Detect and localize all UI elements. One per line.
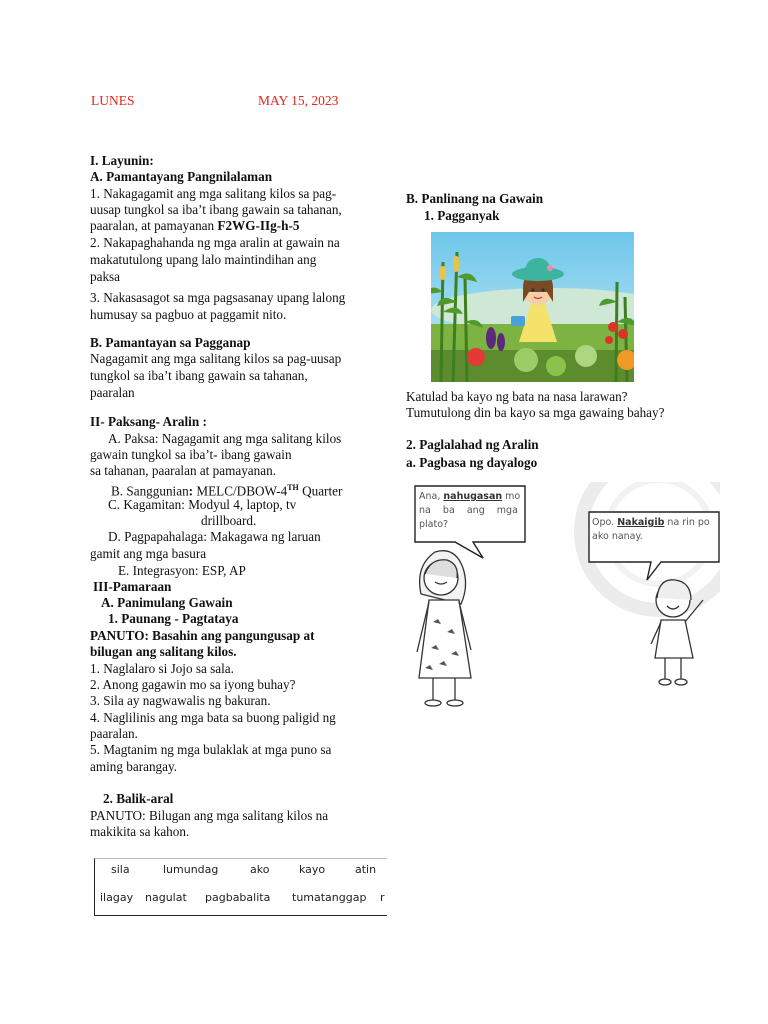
list-item: 3. Sila ay nagwawalis ng bakuran. [90,693,271,708]
heading-paunang-pagtataya: 1. Paunang - Pagtataya [108,611,239,626]
text-span: : [188,483,194,499]
text-line: sa tahanan, paaralan at pamayanan. [90,463,276,478]
text-line: gawain tungkol sa iba’t- ibang gawain [90,447,292,462]
text-line: makatutulong upang lalo maintindihan ang [90,252,317,267]
text-line: 1. Nakagagamit ang mga salitang kilos sa pag- [90,186,337,201]
instruction-line: bilugan ang salitang kilos. [90,644,237,659]
text-line: humusay sa pagbuo at paggamit nito. [90,307,287,322]
list-item: aming barangay. [90,759,178,774]
text-line: tungkol sa iba’t ibang gawain sa tahanan, [90,368,308,383]
list-item: 2. Anong gagawin mo sa iyong buhay? [90,677,296,692]
heading-balik-aral: 2. Balik-aral [103,791,174,806]
section-layunin: I. Layunin: [90,153,154,168]
instruction-line: PANUTO: Basahin ang pangungusap at [90,628,315,643]
question-line: Tumutulong din ba kayo sa mga gawaing bahay? [406,405,665,420]
heading-paglalahad: 2. Paglalahad ng Aralin [406,437,539,452]
heading-panlinang-na-gawain: B. Panlinang na Gawain [406,191,544,206]
keyword-nahugasan: nahugasan [443,491,503,502]
bubble-span: Opo. [592,517,618,528]
section-pamaraan: III-Pamaraan [93,579,172,594]
text-line: D. Pagpapahalaga: Makagawa ng laruan [108,529,321,544]
bubble-span: mo [502,491,521,502]
heading-pagganyak: 1. Pagganyak [424,208,500,223]
garden-scene-icon [431,232,634,382]
instruction-line: makikita sa kahon. [90,824,190,839]
garden-girl-illustration [431,232,634,382]
word-item: ilagay [100,891,134,904]
list-item: 4. Naglilinis ang mga bata sa buong paligid ng [90,710,336,725]
instruction-line: PANUTO: Bilugan ang mga salitang kilos na [90,808,329,823]
bubble-ana [419,490,523,532]
word-item: r [380,891,385,904]
dialogue-illustration [411,482,720,710]
word-item: lumundag [163,863,219,876]
text-line: 2. Nakapaghahanda ng mga aralin at gawain na [90,235,340,250]
text-span: Quarter [298,483,343,499]
heading-pamantayang-pangnilalaman: A. Pamantayang Pangnilalaman [90,169,273,184]
bubble-line [419,490,523,504]
word-item: tumatanggap [292,891,367,904]
text-line [90,218,299,234]
text-line: C. Kagamitan: Modyul 4, laptop, tv [108,497,297,512]
date-label: MAY 15, 2023 [258,93,339,108]
keyword-nakaigib: Nakaigib [617,517,665,528]
heading-pamantayan-sa-pagganap: B. Pamantayan sa Pagganap [90,335,251,350]
heading-pagbasa-dayalogo: a. Pagbasa ng dayalogo [406,455,538,470]
word-item: sila [111,863,130,876]
text-line: A. Paksa: Nagagamit ang mga salitang kilos [108,431,342,446]
text-line: gamit ang mga basura [90,546,207,561]
word-item: kayo [299,863,326,876]
bubble-reply [592,516,717,544]
bubble-line: ako nanay. [592,531,643,542]
word-item: ako [250,863,270,876]
text-line: 3. Nakasasagot sa mga pagsasanay upang lalong [90,290,346,305]
text-line: paksa [90,269,121,284]
text-line: paaralan [90,385,135,400]
text-span: MELC/DBOW-4 [193,483,288,499]
text-line: E. Integrasyon: ESP, AP [118,563,246,578]
word-item: atin [355,863,377,876]
bubble-span: Ana, [419,491,444,502]
text-line: drillboard. [201,513,257,528]
question-line: Katulad ba kayo ng bata na nasa larawan? [406,389,628,404]
text-line: uusap tungkol sa iba’t ibang gawain sa tahanan, [90,202,342,217]
bubble-line: na ba ang mga [419,505,518,516]
competency-code: F2WG-IIg-h-5 [217,218,300,233]
bubble-span: na rin po [664,517,710,528]
text-span: B. Sanggunian [111,483,189,499]
bubble-line: plato? [419,519,449,530]
list-item: paaralan. [90,726,138,741]
word-item: pagbabalita [205,891,271,904]
word-box [94,858,387,916]
text-span: paaralan, at pamayanan [90,218,218,233]
bubble-line [592,516,717,530]
list-item: 1. Naglalaro si Jojo sa sala. [90,661,234,676]
word-item: nagulat [145,891,187,904]
text-line: Nagagamit ang mga salitang kilos sa pag-uusap [90,351,342,366]
superscript: TH [287,483,299,492]
day-label: LUNES [91,93,135,108]
list-item: 5. Magtanim ng mga bulaklak at mga puno sa [90,742,332,757]
section-paksang-aralin: II- Paksang- Aralin : [90,414,207,429]
heading-panimulang-gawain: A. Panimulang Gawain [101,595,233,610]
